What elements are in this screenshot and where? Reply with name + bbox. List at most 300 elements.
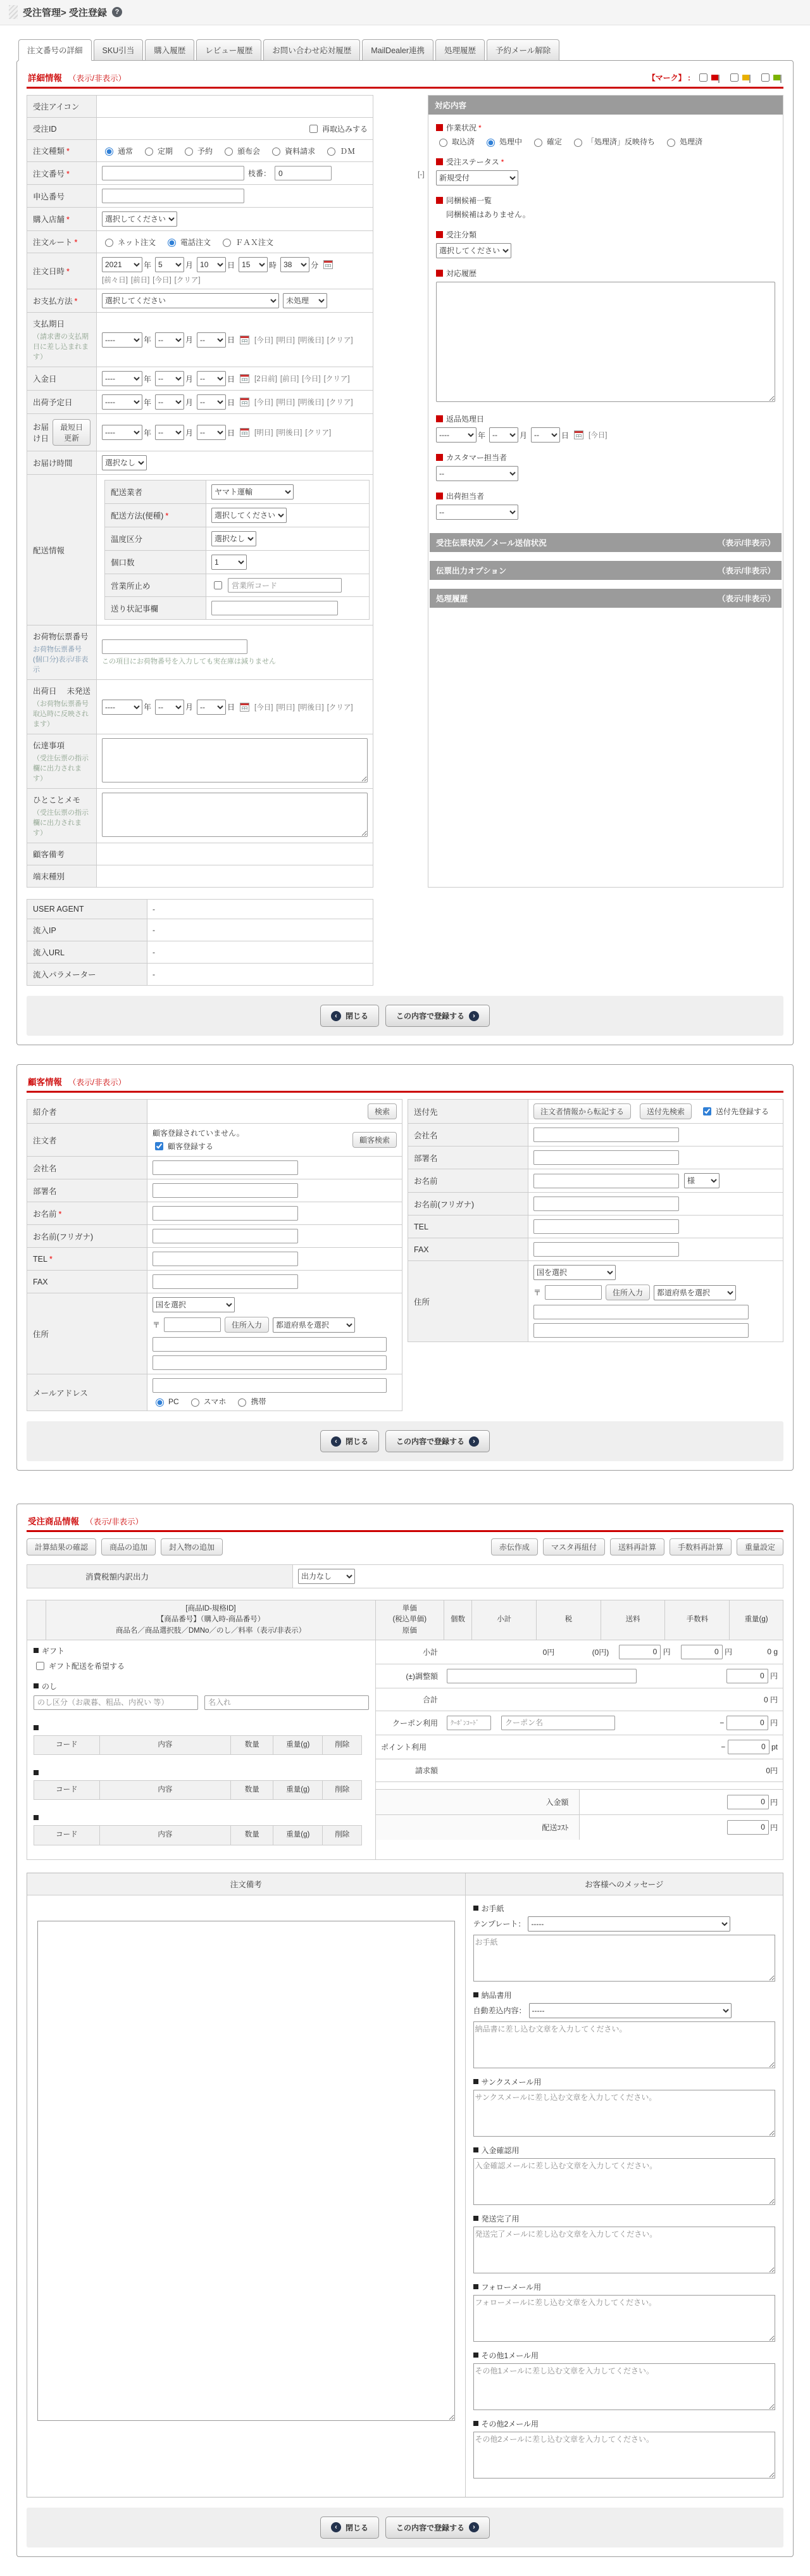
black-square-icon [34,1770,39,1775]
date-quick-link[interactable]: [今日] [254,703,273,712]
section-title-customer: 顧客情報 [28,1078,62,1087]
items-toolbar-button[interactable]: 封入物の追加 [161,1538,223,1555]
customer-register-option[interactable] [153,1140,213,1152]
ship-date-month-select[interactable] [155,700,184,715]
page-title: 受注管理> 受注登録 [23,7,107,18]
order-remarks-textarea[interactable] [37,1921,455,2421]
order-type-radio[interactable] [105,148,113,156]
attachment-block [34,1769,369,1800]
shop-select[interactable] [102,211,177,227]
submit-button-label: この内容で登録する [396,1437,465,1446]
pay-due-month-select[interactable] [155,332,184,348]
tab[interactable] [94,39,144,61]
ship-plan-day-select[interactable] [197,394,226,410]
ship-date-year-select[interactable] [102,700,142,715]
date-quick-link[interactable]: [明日] [276,703,295,712]
shop-label: 購入店舗 [33,215,65,224]
ship-plan-month-select[interactable] [155,394,184,410]
address-lookup-button[interactable]: 住所入力 [225,1317,269,1333]
items-toolbar-button[interactable]: 手数料再計算 [670,1538,732,1555]
order-no-input[interactable] [102,166,244,180]
date-quick-link[interactable]: [今日] [302,375,321,383]
email-type-radio[interactable] [156,1398,164,1407]
customer-toggle-link[interactable]: （表示/非表示） [68,1078,126,1087]
country-select[interactable] [153,1297,235,1312]
delivery-cost-input[interactable] [727,1820,769,1835]
ship-rep-select[interactable] [436,505,518,520]
slip-auto-select[interactable] [529,2003,732,2018]
tracking-input[interactable] [102,639,247,654]
gift-checkbox[interactable] [36,1662,44,1670]
tax-output-select[interactable] [298,1569,355,1584]
meta-value: - [147,964,373,986]
red-square-icon [436,270,443,277]
work-status-option[interactable] [531,136,562,147]
mail-message-textarea[interactable] [473,2363,775,2410]
shipto-kana-label: お名前(フリガナ) [408,1193,528,1216]
close-button[interactable] [320,2516,379,2539]
date-quick-link[interactable]: [今日] [254,336,273,344]
calendar-icon[interactable] [240,703,249,712]
qty-col-head: 個数 [444,1600,472,1640]
ship-method-select[interactable] [211,508,287,523]
shipto-zip-input[interactable] [545,1285,602,1300]
tracking-label: お荷物伝票番号 [33,632,89,641]
noshi-name-input[interactable] [204,1695,369,1710]
shipto-address-lookup-button[interactable]: 住所入力 [606,1285,650,1300]
email-type-option[interactable] [235,1396,266,1407]
weight-col-head: 重量(g) [730,1600,783,1640]
mark-flag-option[interactable] [759,72,782,84]
shipping-info-label: 配送情報 [27,475,97,625]
detail-toggle-link[interactable]: （表示/非表示） [68,74,126,83]
customer-footer-bar [27,1421,783,1461]
date-quick-link[interactable]: [今日] [153,277,171,284]
calendar-icon[interactable] [323,260,333,269]
order-no-label: 注文番号 [33,169,65,179]
mark-checkbox[interactable] [699,73,707,82]
calendar-icon[interactable] [574,430,583,439]
mail-message-textarea[interactable] [473,2158,775,2205]
order-year-select[interactable] [102,257,142,272]
close-button[interactable] [320,1430,379,1452]
zip-mark: 〒 [153,1321,161,1329]
date-quick-link[interactable]: [明日] [276,399,295,406]
coupon-name-input[interactable] [501,1716,615,1730]
radio-label: 予約 [197,146,213,156]
close-button-label: 閉じる [345,1012,368,1021]
billing-value: 0円 [766,1766,778,1775]
work-status-radio[interactable] [574,139,582,147]
order-day-select[interactable] [197,257,226,272]
order-type-option[interactable] [102,146,133,156]
branch-input[interactable] [275,166,332,180]
office-code-input[interactable] [228,578,342,593]
kana-input[interactable] [153,1229,298,1243]
mark-checkbox[interactable] [761,73,770,82]
black-square-icon [34,1683,39,1688]
product-col-head-2: 【商品番号】（購入時-商品番号） [156,1616,265,1624]
order-route-option[interactable] [220,237,273,248]
order-route-option[interactable] [165,237,211,248]
mail-message-textarea[interactable] [473,2432,775,2479]
meta-row [27,941,373,964]
order-route-radio[interactable] [168,239,176,247]
mail-block-label: サンクスメール用 [481,2077,542,2087]
paid-amount-label: 入金額 [376,1790,580,1814]
letter-template-select[interactable] [528,1916,730,1932]
address2-input[interactable] [153,1355,387,1370]
date-quick-link[interactable]: [前日] [280,375,299,383]
order-month-select[interactable] [155,257,184,272]
delivery-time-select[interactable] [102,455,147,470]
deposit-date-label: 入金日 [27,367,97,391]
mark-flag-option[interactable] [728,72,751,84]
noshi-type-input[interactable] [34,1695,198,1710]
attachment-block [34,1814,369,1845]
name-input[interactable] [153,1206,298,1221]
work-status-option[interactable] [483,136,522,147]
tab-label: レビュー履歴 [205,46,253,55]
order-type-option[interactable] [182,146,213,156]
mail-message-block [473,2350,775,2412]
items-toolbar-button[interactable]: 重量設定 [737,1538,783,1555]
order-type-option[interactable] [221,146,260,156]
carrier-select[interactable] [211,484,294,499]
mail-message-textarea[interactable] [473,2295,775,2342]
black-square-icon [473,2284,478,2289]
mark-label: 【マーク】 : [647,73,690,82]
radio-label: ＤＭ [340,146,356,156]
order-minute-select[interactable] [280,257,309,272]
ship-rep-label: 出荷担当者 [446,492,485,501]
items-toolbar-button[interactable]: マスタ再紐付 [543,1538,605,1555]
work-status-radio[interactable] [439,139,447,147]
attach-code-head: コード [34,1826,100,1845]
tab-bar [18,39,794,61]
customer-rep-label: カスタマー担当者 [446,453,508,462]
shipto-tel-label: TEL [408,1216,528,1238]
deposit-day-select[interactable] [197,371,226,386]
reimport-checkbox[interactable] [309,125,318,133]
package-count-label: 個口数 [105,551,206,574]
honorific-select[interactable] [684,1173,720,1188]
date-quick-link[interactable]: [今日] [589,432,608,439]
temp-label: 温度区分 [105,527,206,551]
date-quick-link[interactable]: [明後日] [297,336,324,344]
total-value: 0 円 [763,1695,778,1704]
subtotal-weight: 0 g [767,1647,778,1657]
reimport-label: 再取込みする [321,124,368,134]
shipto-register-option[interactable] [701,1105,769,1117]
date-quick-link[interactable]: [明後日] [276,429,302,437]
shipto-search-button[interactable]: 送付先検索 [640,1103,692,1119]
coupon-code-input[interactable] [447,1716,491,1730]
mail-block-label: 発送完了用 [481,2214,520,2223]
date-quick-link[interactable]: [クリア] [305,429,332,437]
pay-due-day-select[interactable] [197,332,226,348]
tracking-toggle-link[interactable]: お荷物伝票番号(個口分)表示/非表示 [33,646,89,674]
mail-message-textarea[interactable] [473,2090,775,2137]
checkbox-label: ギフト配送を希望する [49,1661,125,1671]
company-input[interactable] [153,1160,298,1175]
date-quick-link[interactable]: [クリア] [327,336,353,344]
red-square-icon [436,454,443,461]
calendar-icon[interactable] [240,428,249,437]
section-bar-toggle-link[interactable]: （表示/非表示） [718,539,775,548]
tab[interactable] [487,39,559,61]
payment-select[interactable] [102,293,279,308]
black-square-icon [473,1906,478,1911]
customer-rep-select[interactable] [436,466,518,481]
shipto-fax-input[interactable] [533,1242,679,1257]
help-icon[interactable]: ? [112,7,122,17]
radio-label: 頒布会 [237,146,261,156]
order-type-radio[interactable] [185,148,193,156]
dept-label: 部署名 [27,1179,147,1202]
name-label: お名前 [33,1209,57,1219]
app-no-input[interactable] [102,189,244,203]
coupon-amount-input[interactable] [726,1716,768,1730]
return-year-select[interactable] [436,427,477,443]
slip-textarea[interactable] [473,2021,775,2068]
order-type-radio[interactable] [272,148,280,156]
zip-input[interactable] [164,1317,221,1332]
address1-input[interactable] [153,1337,387,1352]
slip-auto-label: 自動差込内容： [473,2006,526,2015]
customer-panel: 顧客情報 （表示/非表示） 紹介者 検索 注文者 顧客登録されていません。 顧客登録する 顧客検索 会社名 部署名 お名前 * お名前(フリガナ) TEL * FAX 住所 国を選択 〒 住所入力 都道府県を選択 メールアドレス PC スマホ 携帯 送付先 注文者情報から転記する 送付先検索 送付先登録する 会社名 部署名 お名前 様 お名前(フリガナ) TEL FAX 住所 国を選択 〒 住所入力 都道府県を選択 ‹ 閉じる この内容で登録する › [16,1064,794,1471]
tab[interactable] [18,39,92,61]
flag-icon [773,75,780,80]
order-route-option[interactable] [102,237,156,248]
date-quick-link[interactable]: [今日] [254,399,273,406]
adjustment-amount-input[interactable] [726,1669,768,1683]
shipto-address1-input[interactable] [533,1305,749,1319]
page-header [0,0,810,25]
tab[interactable] [362,39,433,61]
paid-amount-input[interactable] [727,1795,769,1809]
kana-label: お名前(フリガナ) [27,1225,147,1248]
shipto-tel-input[interactable] [533,1219,679,1234]
date-quick-link[interactable]: [明日] [254,429,273,437]
calendar-icon[interactable] [240,398,249,406]
shipto-dept-input[interactable] [533,1150,679,1165]
tax-output-label: 消費税額内訳出力 [27,1565,293,1588]
tab[interactable] [145,39,194,61]
items-toolbar-button[interactable]: 商品の追加 [101,1538,156,1555]
work-status-radio[interactable] [534,139,542,147]
black-square-icon [473,2079,478,2084]
package-count-select[interactable] [211,555,247,570]
product-col-head-1: [商品ID-規格ID] [185,1605,236,1612]
date-quick-link[interactable]: [2日前] [254,375,277,383]
panel-collapse-link[interactable]: [-] [418,170,425,179]
calendar-icon[interactable] [240,374,249,383]
gift-option[interactable] [34,1660,125,1672]
adjustment-reason-input[interactable] [447,1669,637,1683]
payment-status-select[interactable] [283,293,327,308]
section-title-detail: 詳細情報 [28,73,62,83]
subtotal-col-head: 小計 [472,1600,537,1640]
tel-input[interactable] [153,1252,298,1266]
customer-search-button[interactable]: 顧客検索 [352,1132,397,1148]
submit-button[interactable] [385,1005,490,1027]
delivery-month-select[interactable] [155,425,184,440]
order-type-option[interactable] [142,146,173,156]
attach-qty-head: 数量 [231,1781,273,1800]
work-status-option[interactable] [436,136,475,147]
shipto-address2-input[interactable] [533,1323,749,1338]
letter-template-label: テンプレート： [473,1919,526,1928]
order-hour-select[interactable] [239,257,268,272]
attach-content-head: 内容 [99,1826,230,1845]
memo-textarea[interactable] [102,793,368,837]
calendar-icon[interactable] [240,336,249,344]
order-type-label: 注文種類 [33,147,65,156]
copy-from-orderer-button[interactable]: 注文者情報から転記する [533,1103,631,1119]
email-type-option[interactable] [153,1397,179,1407]
attach-delete-head: 削除 [323,1781,362,1800]
shipto-pref-select[interactable] [654,1285,736,1300]
date-quick-link[interactable]: [明日] [276,336,295,344]
work-status-option[interactable] [664,136,702,147]
shipto-name-input[interactable] [533,1174,679,1188]
items-toolbar-button[interactable]: 送料再計算 [610,1538,664,1555]
mail-message-block [473,2213,775,2275]
date-quick-link[interactable]: [クリア] [327,703,353,712]
mark-checkbox[interactable] [730,73,738,82]
subtotal-fee-input[interactable] [681,1645,723,1659]
date-quick-link[interactable]: [クリア] [174,277,201,284]
date-quick-link[interactable]: [クリア] [323,375,350,383]
tab[interactable] [196,39,261,61]
office-hold-checkbox[interactable] [214,581,222,589]
email-input[interactable] [153,1378,387,1393]
instructions-textarea[interactable] [102,738,368,782]
deposit-year-select[interactable] [102,371,142,386]
mail-message-textarea[interactable] [473,2227,775,2273]
items-toolbar-button[interactable]: 計算結果の確認 [27,1538,96,1555]
mail-block-label: フォローメール用 [481,2282,542,2292]
ship-date-day-select[interactable] [197,700,226,715]
order-type-radio[interactable] [145,148,153,156]
date-quick-link[interactable]: [クリア] [327,399,353,406]
deposit-month-select[interactable] [155,371,184,386]
dept-input[interactable] [153,1183,298,1198]
date-quick-link[interactable]: [明後日] [297,703,324,712]
orderer-status-text: 顧客登録されていません。 [153,1129,244,1138]
close-button[interactable] [320,1005,379,1027]
submit-button[interactable] [385,2516,490,2539]
section-title-items: 受注商品情報 [28,1517,79,1526]
meta-label: USER AGENT [27,900,147,919]
shipto-kana-input[interactable] [533,1197,679,1211]
response-history-textarea[interactable] [436,282,775,402]
date-quick-link[interactable]: [前日] [130,277,150,284]
tab[interactable] [263,39,360,61]
order-type-option[interactable] [269,146,315,156]
meta-label: 流入URL [27,941,147,964]
detail-footer-bar [27,996,783,1036]
shortest-date-button[interactable]: 最短日更新 [53,419,90,446]
work-status-radio[interactable] [487,139,495,147]
shipto-register-checkbox[interactable] [703,1107,711,1115]
mark-flag-option[interactable] [697,72,720,84]
section-bar-toggle-link[interactable]: （表示/非表示） [718,594,775,603]
email-type-radio[interactable] [238,1398,246,1407]
shipto-country-select[interactable] [533,1265,616,1280]
tab[interactable] [435,39,485,61]
shipto-label: 送付先 [408,1100,528,1124]
order-status-select[interactable] [436,170,518,185]
work-status-label: 作業状況 [446,123,477,132]
delivery-year-select[interactable] [102,425,142,440]
radio-label: 「処理済」反映待ち [587,137,656,146]
order-category-select[interactable] [436,243,511,258]
flag-icon [711,75,718,80]
forward-arrow-icon: › [469,2522,479,2532]
items-toolbar-button[interactable]: 赤伝作成 [491,1538,538,1555]
order-route-radio[interactable] [223,239,231,247]
temp-select[interactable] [211,531,256,546]
order-route-radio[interactable] [105,239,113,247]
route-label: 注文ルート [33,238,73,247]
return-month-select[interactable] [489,427,518,443]
reimport-option[interactable] [307,123,368,135]
black-square-icon [34,1725,39,1730]
work-status-option[interactable] [571,136,655,147]
date-quick-link[interactable]: [明後日] [297,399,324,406]
meta-value: - [147,919,373,941]
order-type-option[interactable] [324,146,355,156]
branch-label: 枝番： [248,169,271,178]
delivery-day-select[interactable] [197,425,226,440]
subtotal-shipping-input[interactable] [619,1645,661,1659]
pay-due-year-select[interactable] [102,332,142,348]
work-status-radio[interactable] [667,139,675,147]
price-col-head: 単価 [402,1605,417,1612]
radio-label: 資料請求 [285,146,316,156]
pref-select[interactable] [273,1317,355,1333]
radio-label: ＦＡＸ注文 [235,237,274,247]
date-quick-link[interactable]: [前々日] [102,277,128,284]
slip-note-input[interactable] [211,601,338,615]
email-type-option[interactable] [188,1396,227,1407]
shipto-dept-label: 部署名 [408,1147,528,1169]
submit-button[interactable] [385,1430,490,1452]
shipto-name-label: お名前 [408,1169,528,1193]
letter-textarea[interactable] [473,1935,775,1982]
shipto-company-input[interactable] [533,1128,679,1142]
ship-plan-year-select[interactable] [102,394,142,410]
point-amount-input[interactable] [728,1740,770,1754]
fax-input[interactable] [153,1274,298,1289]
items-toggle-link[interactable]: （表示/非表示） [85,1517,143,1526]
delivery-date-label: お届け日 [33,423,49,443]
email-type-radio[interactable] [191,1398,199,1407]
introducer-search-button[interactable]: 検索 [368,1103,397,1119]
response-history-label: 対応履歴 [446,269,477,278]
return-day-select[interactable] [531,427,560,443]
product-col-head-3: 商品名／商品選択肢／DMNo／のし／料率（表示/非表示） [115,1626,306,1635]
order-type-radio[interactable] [327,148,335,156]
order-type-radio[interactable] [225,148,233,156]
customer-register-checkbox[interactable] [155,1142,163,1150]
radio-label: 電話注文 [180,237,211,247]
section-bar-toggle-link[interactable]: （表示/非表示） [718,567,775,575]
mail-message-block [473,2145,775,2207]
back-arrow-icon: ‹ [331,1011,341,1021]
